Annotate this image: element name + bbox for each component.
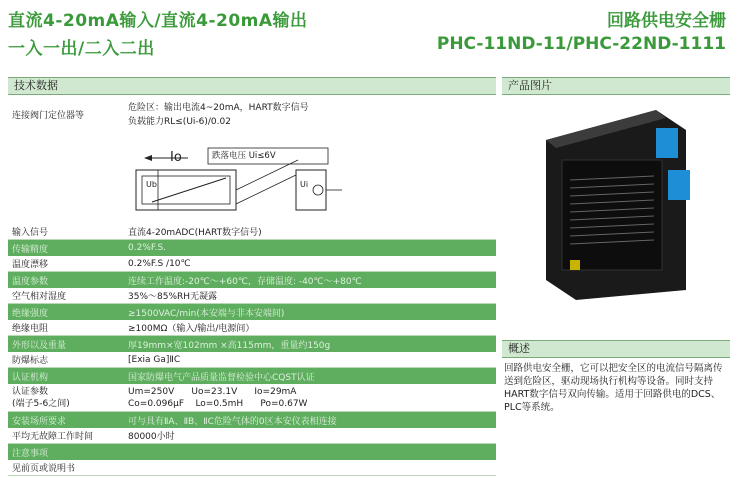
spec-label: 温度参数 — [12, 276, 49, 287]
spec-label: 输入信号 — [12, 228, 49, 238]
spec-row-insulation-strength — [8, 304, 496, 320]
spec-row-cert-params — [8, 384, 496, 412]
spec-value: 35%～85%RH无凝露 — [128, 292, 218, 302]
spec-row-accuracy — [8, 240, 496, 256]
spec-label: 传输精度 — [12, 244, 49, 255]
product-name: 回路供电安全栅 — [607, 11, 726, 31]
wiring-diagram — [128, 130, 350, 220]
main-title-line2: 一入一出/二入二出 — [8, 39, 155, 59]
spec-value: 80000小时 — [128, 432, 175, 442]
danger-zone-text: 危险区：输出电流4~20mA，HART数字信号 — [128, 103, 309, 113]
diagram-io-label: Io — [170, 150, 182, 165]
cert-values — [126, 386, 496, 410]
spec-label: 安装场所要求 — [12, 416, 67, 427]
cert-labels — [8, 386, 126, 410]
tech-data-header: 技术数据 — [8, 77, 496, 95]
spec-value: 连续工作温度:-20℃～+60℃，存储温度: -40℃～+80℃ — [128, 276, 362, 287]
spec-label: 认证机构 — [12, 372, 49, 383]
spec-row-humidity — [8, 288, 496, 304]
spec-row-explosion-mark — [8, 352, 496, 368]
spec-value: ≥1500VAC/min(本安端与非本安端间) — [128, 308, 285, 319]
spec-value: ≥100MΩ（输入/输出/电源间） — [128, 324, 255, 334]
overview-header: 概述 — [502, 340, 730, 358]
spec-value: 国家防爆电气产品质量监督检验中心CQST认证 — [128, 372, 315, 383]
spec-value: 0.2%F.S /10℃ — [128, 258, 191, 269]
spec-row-certification-body — [8, 368, 496, 384]
spec-label: 绝缘强度 — [12, 308, 49, 319]
spec-row-drift — [8, 256, 496, 272]
spec-row-see-manual — [8, 460, 496, 476]
connection-label: 连接阀门定位器等 — [12, 111, 85, 121]
spec-row-installation — [8, 412, 496, 428]
cert-label-1: 认证参数 — [12, 386, 49, 397]
spec-label: 空气相对湿度 — [12, 292, 67, 302]
spec-value: 0.2%F.S. — [128, 243, 167, 253]
load-capacity-text: 负载能力RL≤(Ui-6)/0.02 — [128, 117, 231, 127]
model-number: PHC-11ND-11/PHC-22ND-1111 — [436, 34, 726, 54]
cert-line-2: Co=0.096μF Lo=0.5mH Po=0.67W — [128, 398, 308, 409]
spec-value: [Exia Ga]ⅡC — [128, 354, 181, 365]
spec-row-notes — [8, 444, 496, 460]
spec-label: 温度漂移 — [12, 260, 49, 270]
diagram-ui-label: Ui — [300, 180, 309, 189]
product-photo — [536, 100, 696, 310]
spec-row-mtbf — [8, 428, 496, 444]
spec-row-input — [8, 224, 496, 240]
spec-label: 绝缘电阻 — [12, 324, 49, 334]
spec-row-temperature — [8, 272, 496, 288]
spec-label: 防爆标志 — [12, 356, 49, 366]
spec-row-insulation-resistance — [8, 320, 496, 336]
diagram-ub-label: Ub — [146, 180, 157, 189]
spec-label: 平均无故障工作时间 — [12, 432, 94, 442]
spec-label: 见前页或说明书 — [12, 464, 76, 474]
product-photo-header: 产品图片 — [502, 77, 730, 95]
cert-label-2: (端子5-6之间) — [12, 398, 70, 409]
spec-value: 直流4-20mADC(HART数字信号) — [128, 228, 262, 238]
main-title-line1: 直流4-20mA输入/直流4-20mA输出 — [8, 11, 308, 31]
overview-text: 回路供电安全栅，它可以把安全区的电流信号隔离传送到危险区，驱动现场执行机构等设备。同时支持HART数字信号双向传输。适用于回路供电的DCS、PLC等系统。 — [504, 363, 723, 413]
diagram-drop-label: 跌落电压 Ui≤6V — [212, 151, 276, 161]
spec-value: 厚19mm×宽102mm ×高115mm，重量约150g — [128, 340, 331, 351]
cert-line-1: Um=250V Uo=23.1V Io=29mA — [128, 386, 297, 397]
spec-label: 外形以及重量 — [12, 340, 67, 351]
spec-row-dimensions — [8, 336, 496, 352]
spec-value: 可与具有ⅡA、ⅡB、ⅡC危险气体的0区本安仪表相连接 — [128, 416, 337, 427]
spec-label: 注意事项 — [12, 448, 49, 459]
